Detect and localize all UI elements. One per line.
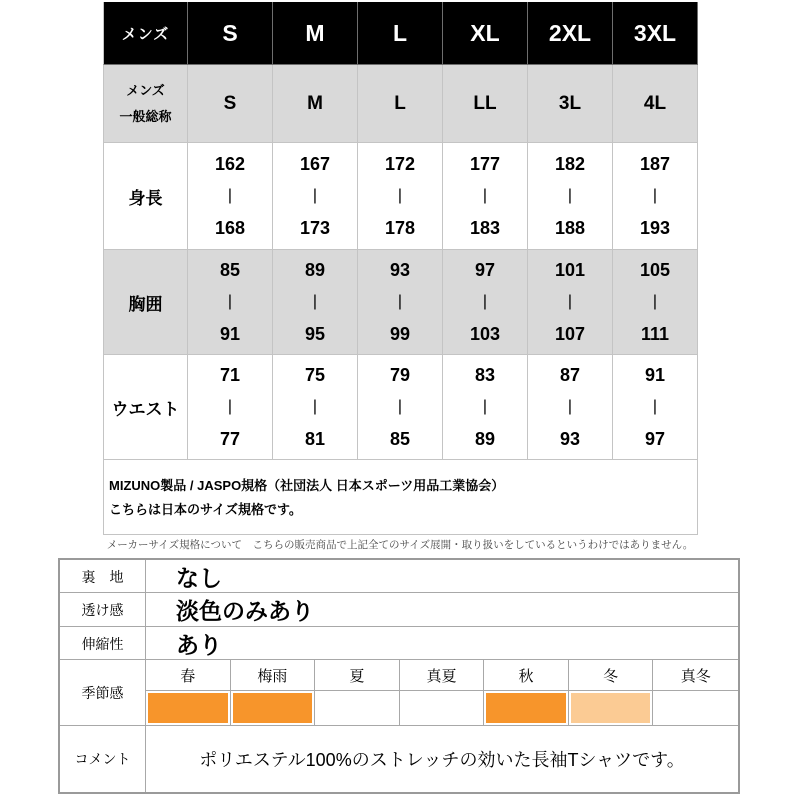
season-name-spring: 春 bbox=[146, 660, 231, 691]
lining-row bbox=[60, 560, 738, 593]
range-min: 91 bbox=[644, 365, 666, 385]
range-max: 188 bbox=[554, 218, 586, 238]
header-label: メンズ bbox=[103, 2, 188, 65]
range-max: 111 bbox=[640, 324, 670, 344]
chest-range-2xl bbox=[528, 250, 613, 355]
season-bar-cell bbox=[231, 691, 316, 725]
size-standard-note bbox=[103, 460, 698, 535]
season-bar-winter bbox=[571, 693, 651, 723]
season-bar-cell bbox=[569, 691, 654, 725]
range-min: 182 bbox=[554, 154, 586, 174]
season-bar-cell bbox=[400, 691, 485, 725]
general-size-label-line2: 一般総称 bbox=[119, 108, 172, 124]
range-min: 101 bbox=[554, 260, 586, 280]
range-separator: | bbox=[312, 398, 318, 415]
range-separator: | bbox=[482, 398, 488, 415]
stretch-row bbox=[60, 627, 738, 660]
range-min: 71 bbox=[219, 365, 241, 385]
range-min: 89 bbox=[304, 260, 326, 280]
height-range-s bbox=[188, 143, 273, 250]
height-row bbox=[103, 143, 698, 250]
general-size-s: S bbox=[188, 65, 273, 143]
size-col-2xl: 2XL bbox=[528, 2, 613, 65]
range-max: 183 bbox=[469, 218, 501, 238]
height-range-l bbox=[358, 143, 443, 250]
season-bar-cell bbox=[146, 691, 231, 725]
range-min: 79 bbox=[389, 365, 411, 385]
general-size-xl: LL bbox=[443, 65, 528, 143]
size-col-xl: XL bbox=[443, 2, 528, 65]
season-name-midwinter: 真冬 bbox=[653, 660, 738, 691]
season-name-rainy-season: 梅雨 bbox=[231, 660, 316, 691]
range-max: 173 bbox=[299, 218, 331, 238]
chest-row bbox=[103, 250, 698, 355]
range-max: 107 bbox=[554, 324, 586, 344]
range-separator: | bbox=[227, 398, 233, 415]
general-size-m: M bbox=[273, 65, 358, 143]
range-max: 89 bbox=[474, 429, 496, 449]
season-bar-autumn bbox=[486, 693, 566, 723]
season-bar-spring bbox=[148, 693, 228, 723]
range-min: 87 bbox=[559, 365, 581, 385]
range-max: 95 bbox=[304, 324, 326, 344]
chest-range-xl bbox=[443, 250, 528, 355]
height-label: 身長 bbox=[103, 143, 188, 250]
season-grid bbox=[146, 660, 738, 725]
waist-label: ウエスト bbox=[103, 355, 188, 460]
waist-range-m bbox=[273, 355, 358, 460]
range-separator: | bbox=[482, 187, 488, 204]
comment-label: コメント bbox=[60, 726, 146, 792]
chest-range-s bbox=[188, 250, 273, 355]
general-size-2xl: 3L bbox=[528, 65, 613, 143]
range-min: 172 bbox=[384, 154, 416, 174]
range-max: 81 bbox=[304, 429, 326, 449]
range-min: 162 bbox=[214, 154, 246, 174]
range-min: 105 bbox=[639, 260, 671, 280]
general-size-label bbox=[103, 65, 188, 143]
size-header-row bbox=[103, 2, 698, 65]
range-separator: | bbox=[482, 293, 488, 310]
range-separator: | bbox=[312, 293, 318, 310]
range-separator: | bbox=[397, 398, 403, 415]
chest-range-l bbox=[358, 250, 443, 355]
chest-label: 胸囲 bbox=[103, 250, 188, 355]
season-name-midsummer: 真夏 bbox=[400, 660, 485, 691]
range-separator: | bbox=[652, 398, 658, 415]
size-chart bbox=[103, 2, 698, 535]
height-range-m bbox=[273, 143, 358, 250]
lining-value: なし bbox=[176, 565, 222, 591]
waist-range-xl bbox=[443, 355, 528, 460]
size-note-line2: こちらは日本のサイズ規格です。 bbox=[109, 502, 302, 517]
season-bar-cell bbox=[315, 691, 400, 725]
general-size-3xl: 4L bbox=[613, 65, 698, 143]
range-max: 103 bbox=[469, 324, 501, 344]
range-min: 97 bbox=[474, 260, 496, 280]
chest-range-3xl bbox=[613, 250, 698, 355]
range-separator: | bbox=[567, 398, 573, 415]
comment-row bbox=[60, 726, 738, 792]
season-row bbox=[60, 660, 738, 726]
size-col-3xl: 3XL bbox=[613, 2, 698, 65]
general-size-label-line1: メンズ bbox=[126, 82, 165, 98]
waist-range-s bbox=[188, 355, 273, 460]
range-min: 85 bbox=[219, 260, 241, 280]
range-separator: | bbox=[227, 187, 233, 204]
size-disclaimer: メーカーサイズ規格について こちらの販売商品で上記全てのサイズ展開・取り扱いをしているというわけではありません。 bbox=[106, 539, 694, 551]
waist-row bbox=[103, 355, 698, 460]
sheerness-value: 淡色のみあり bbox=[176, 598, 314, 624]
size-col-l: L bbox=[358, 2, 443, 65]
season-bar-midsummer bbox=[402, 693, 482, 723]
range-max: 93 bbox=[559, 429, 581, 449]
range-separator: | bbox=[227, 293, 233, 310]
height-range-xl bbox=[443, 143, 528, 250]
range-max: 91 bbox=[219, 324, 241, 344]
waist-range-2xl bbox=[528, 355, 613, 460]
season-name-summer: 夏 bbox=[315, 660, 400, 691]
range-separator: | bbox=[652, 187, 658, 204]
range-min: 177 bbox=[469, 154, 501, 174]
range-max: 193 bbox=[639, 218, 671, 238]
range-min: 167 bbox=[299, 154, 331, 174]
height-range-2xl bbox=[528, 143, 613, 250]
range-min: 93 bbox=[389, 260, 411, 280]
range-max: 168 bbox=[214, 218, 246, 238]
size-col-m: M bbox=[273, 2, 358, 65]
size-note-line1: MIZUNO製品 / JASPO規格（社団法人 日本スポーツ用品工業協会） bbox=[109, 478, 505, 493]
chest-range-m bbox=[273, 250, 358, 355]
sheerness-label: 透け感 bbox=[60, 593, 146, 626]
lining-label: 裏 地 bbox=[60, 560, 146, 593]
sheerness-row bbox=[60, 593, 738, 627]
general-size-row bbox=[103, 65, 698, 143]
size-col-s: S bbox=[188, 2, 273, 65]
season-bar-midwinter bbox=[655, 693, 736, 723]
waist-range-3xl bbox=[613, 355, 698, 460]
season-name-autumn: 秋 bbox=[484, 660, 569, 691]
comment-value: ポリエステル100%のストレッチの効いた長袖Tシャツです。 bbox=[199, 750, 685, 770]
stretch-value: あり bbox=[176, 632, 222, 658]
range-max: 178 bbox=[384, 218, 416, 238]
season-bar-rainy-season bbox=[233, 693, 313, 723]
range-min: 187 bbox=[639, 154, 671, 174]
waist-range-l bbox=[358, 355, 443, 460]
range-min: 75 bbox=[304, 365, 326, 385]
season-label: 季節感 bbox=[60, 660, 146, 725]
range-max: 85 bbox=[389, 429, 411, 449]
season-name-winter: 冬 bbox=[569, 660, 654, 691]
range-separator: | bbox=[312, 187, 318, 204]
range-separator: | bbox=[652, 293, 658, 310]
range-separator: | bbox=[567, 187, 573, 204]
range-min: 83 bbox=[474, 365, 496, 385]
general-size-l: L bbox=[358, 65, 443, 143]
range-max: 77 bbox=[219, 429, 241, 449]
stretch-label: 伸縮性 bbox=[60, 627, 146, 660]
range-separator: | bbox=[567, 293, 573, 310]
season-bar-cell bbox=[653, 691, 738, 725]
height-range-3xl bbox=[613, 143, 698, 250]
season-bar-summer bbox=[317, 693, 397, 723]
range-max: 99 bbox=[389, 324, 411, 344]
range-separator: | bbox=[397, 293, 403, 310]
range-max: 97 bbox=[644, 429, 666, 449]
product-spec-table bbox=[58, 558, 740, 794]
range-separator: | bbox=[397, 187, 403, 204]
season-bar-cell bbox=[484, 691, 569, 725]
